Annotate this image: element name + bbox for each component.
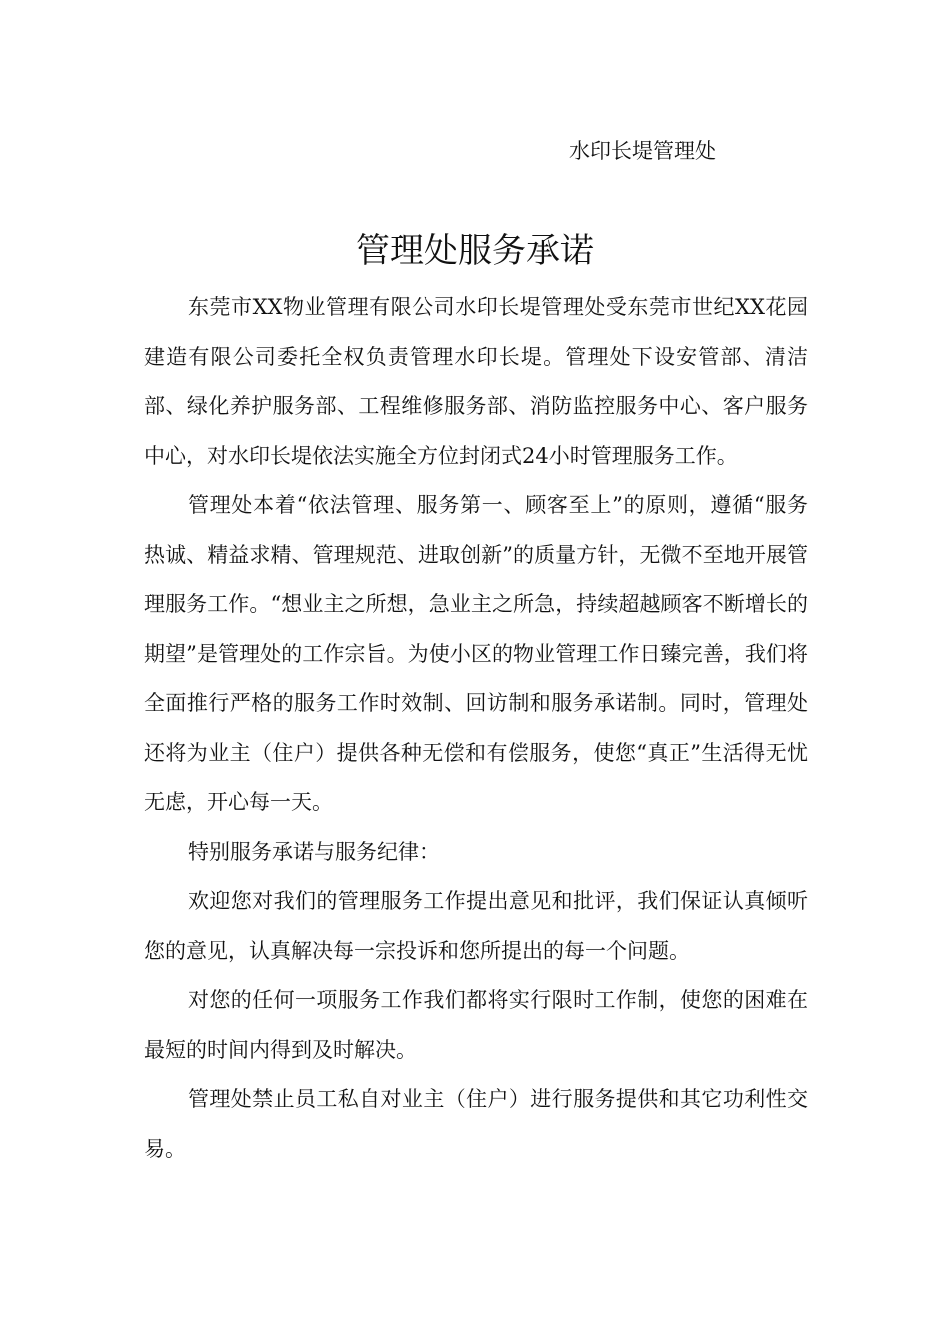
header-organization: 水印长堤管理处 bbox=[569, 139, 716, 163]
paragraph-principles: 管理处本着“依法管理、服务第一、顾客至上”的原则，遵循“服务热诚、精益求精、管理规范、进取创新”的质量方针，无微不至地开展管理服务工作。“想业主之所想，急业主之所急，持续超越顾客不断增长的期望”是管理处的工作宗旨。为使小区的物业管理工作日臻完善，我们将全面推行严格的服务工作时效制、回访制和服务承诺制。同时，管理处还将为业主（住户）提供各种无偿和有偿服务，使您“真正”生活得无忧无虑，开心每一天。 bbox=[144, 493, 808, 814]
paragraph-commitments-heading: 特别服务承诺与服务纪律： bbox=[188, 839, 440, 864]
paragraph-intro: 东莞市XX物业管理有限公司水印长堤管理处受东莞市世纪XX花园建造有限公司委托全权负责管理水印长堤。管理处下设安管部、清洁部、绿化养护服务部、工程维修服务部、消防监控服务中心、客户服务中心，对水印长堤依法实施全方位封闭式24小时管理服务工作。 bbox=[144, 295, 808, 468]
document-body bbox=[144, 283, 808, 1174]
paragraph-time-limit: 对您的任何一项服务工作我们都将实行限时工作制，使您的困难在最短的时间内得到及时解决。 bbox=[144, 988, 808, 1062]
document-title: 管理处服务承诺 bbox=[356, 231, 594, 271]
paragraph-feedback: 欢迎您对我们的管理服务工作提出意见和批评，我们保证认真倾听您的意见，认真解决每一宗投诉和您所提出的每一个问题。 bbox=[144, 889, 808, 963]
paragraph-prohibition: 管理处禁止员工私自对业主（住户）进行服务提供和其它功利性交易。 bbox=[144, 1087, 808, 1161]
